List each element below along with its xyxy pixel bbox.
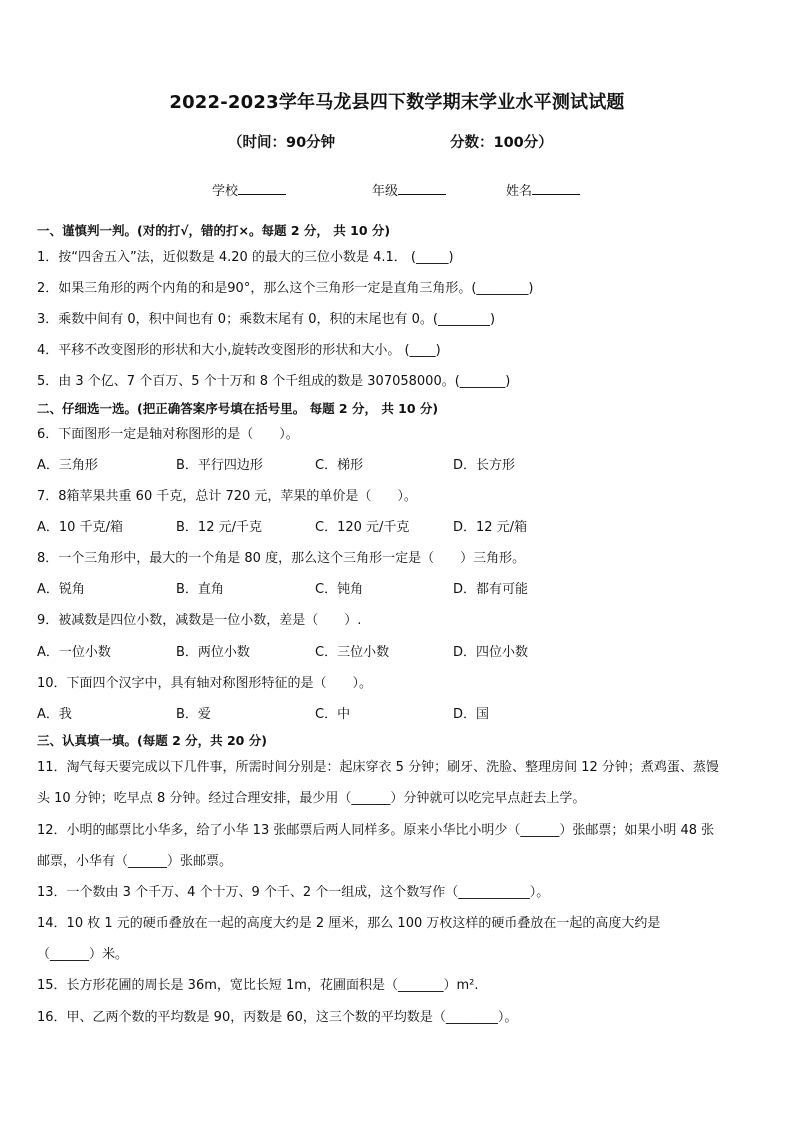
question-11-line2: 头 10 分钟；吃早点 8 分钟。经过合理安排，最少用（______）分钟就可以吃完早点赶去上学。 [37,791,586,806]
q10-option-b: B．爱 [176,707,211,722]
question-10: 10．下面四个汉字中，具有轴对称图形特征的是（ ）。 [37,676,373,691]
name-blank [532,182,580,195]
question-12-line2: 邮票，小华有（______）张邮票。 [37,854,233,869]
q9-option-a: A．一位小数 [37,645,111,660]
q10-option-d: D．国 [453,707,490,722]
question-11-line1: 11．淘气每天要完成以下几件事，所需时间分别是：起床穿衣 5 分钟；刷牙、洗脸、整理房间 12 分钟；煮鸡蛋、蒸馒 [37,760,719,775]
section2-heading: 二、仔细选一选。(把正确答案序号填在括号里。 每题 2 分， 共 10 分) [37,401,439,416]
question-14-line2: （______）米。 [37,947,129,962]
q6-option-d: D．长方形 [453,458,516,473]
question-6: 6．下面图形一定是轴对称图形的是（ ）。 [37,427,299,442]
question-1: 1．按“四舍五入”法，近似数是 4.20 的最大的三位小数是 4.1． (_____) [37,250,454,265]
grade-field [372,180,446,199]
q10-option-a: A．我 [37,707,72,722]
school-blank [238,182,286,195]
name-field [506,180,580,199]
q6-option-b: B．平行四边形 [176,458,263,473]
question-5: 5．由 3 个亿、7 个百万、5 个十万和 8 个千组成的数是 307058000。(_______) [37,374,511,389]
question-15: 15．长方形花圃的周长是 36m，宽比长短 1m，花圃面积是（_______）m². [37,978,479,993]
q6-option-c: C．梯形 [315,458,364,473]
q8-option-a: A．锐角 [37,582,85,597]
question-9: 9．被减数是四位小数，减数是一位小数，差是（ ）. [37,613,362,628]
q7-option-a: A．10 千克/箱 [37,520,123,535]
q7-option-d: D．12 元/箱 [453,520,528,535]
q9-option-d: D．四位小数 [453,645,529,660]
question-8: 8．一个三角形中，最大的一个角是 80 度，那么这个三角形一定是（ ）三角形。 [37,551,526,566]
exam-title: 2022-2023学年马龙县四下数学期末学业水平测试试题 [169,92,625,113]
question-7: 7．8箱苹果共重 60 千克，总计 720 元，苹果的单价是（ ）。 [37,489,417,504]
q7-option-c: C．120 元/千克 [315,520,410,535]
question-12-line1: 12．小明的邮票比小华多，给了小华 13 张邮票后两人同样多。原来小华比小明少（______）张邮票；如果小明 48 张 [37,823,715,838]
exam-score: 分数：100分） [450,135,553,151]
grade-blank [398,182,446,195]
question-16: 16．甲、乙两个数的平均数是 90，丙数是 60，这三个数的平均数是（________）。 [37,1010,518,1025]
question-4: 4．平移不改变图形的形状和大小,旋转改变图形的形状和大小。 (____) [37,343,441,358]
q10-option-c: C．中 [315,707,351,722]
question-13: 13．一个数由 3 个千万、4 个十万、9 个千、2 个一组成，这个数写作（___________）。 [37,885,550,900]
question-14-line1: 14．10 枚 1 元的硬币叠放在一起的高度大约是 2 厘米，那么 100 万枚这样的硬币叠放在一起的高度大约是 [37,916,661,931]
school-label: 学校 [212,184,239,199]
q8-option-d: D．都有可能 [453,582,529,597]
question-2: 2．如果三角形的两个内角的和是90°，那么这个三角形一定是直角三角形。(________) [37,281,534,296]
name-label: 姓名 [506,184,533,199]
exam-time: （时间：90分钟 [228,135,336,151]
school-field [212,180,286,199]
section3-heading: 三、认真填一填。(每题 2 分，共 20 分) [37,733,267,748]
section1-heading: 一、谨慎判一判。(对的打√，错的打×。每题 2 分， 共 10 分) [37,223,391,238]
q6-option-a: A．三角形 [37,458,98,473]
q9-option-c: C．三位小数 [315,645,390,660]
grade-label: 年级 [372,184,399,199]
q9-option-b: B．两位小数 [176,645,250,660]
q8-option-c: C．钝角 [315,582,364,597]
q7-option-b: B．12 元/千克 [176,520,262,535]
question-3: 3．乘数中间有 0，积中间也有 0；乘数末尾有 0，积的末尾也有 0。(________) [37,312,496,327]
q8-option-b: B．直角 [176,582,224,597]
